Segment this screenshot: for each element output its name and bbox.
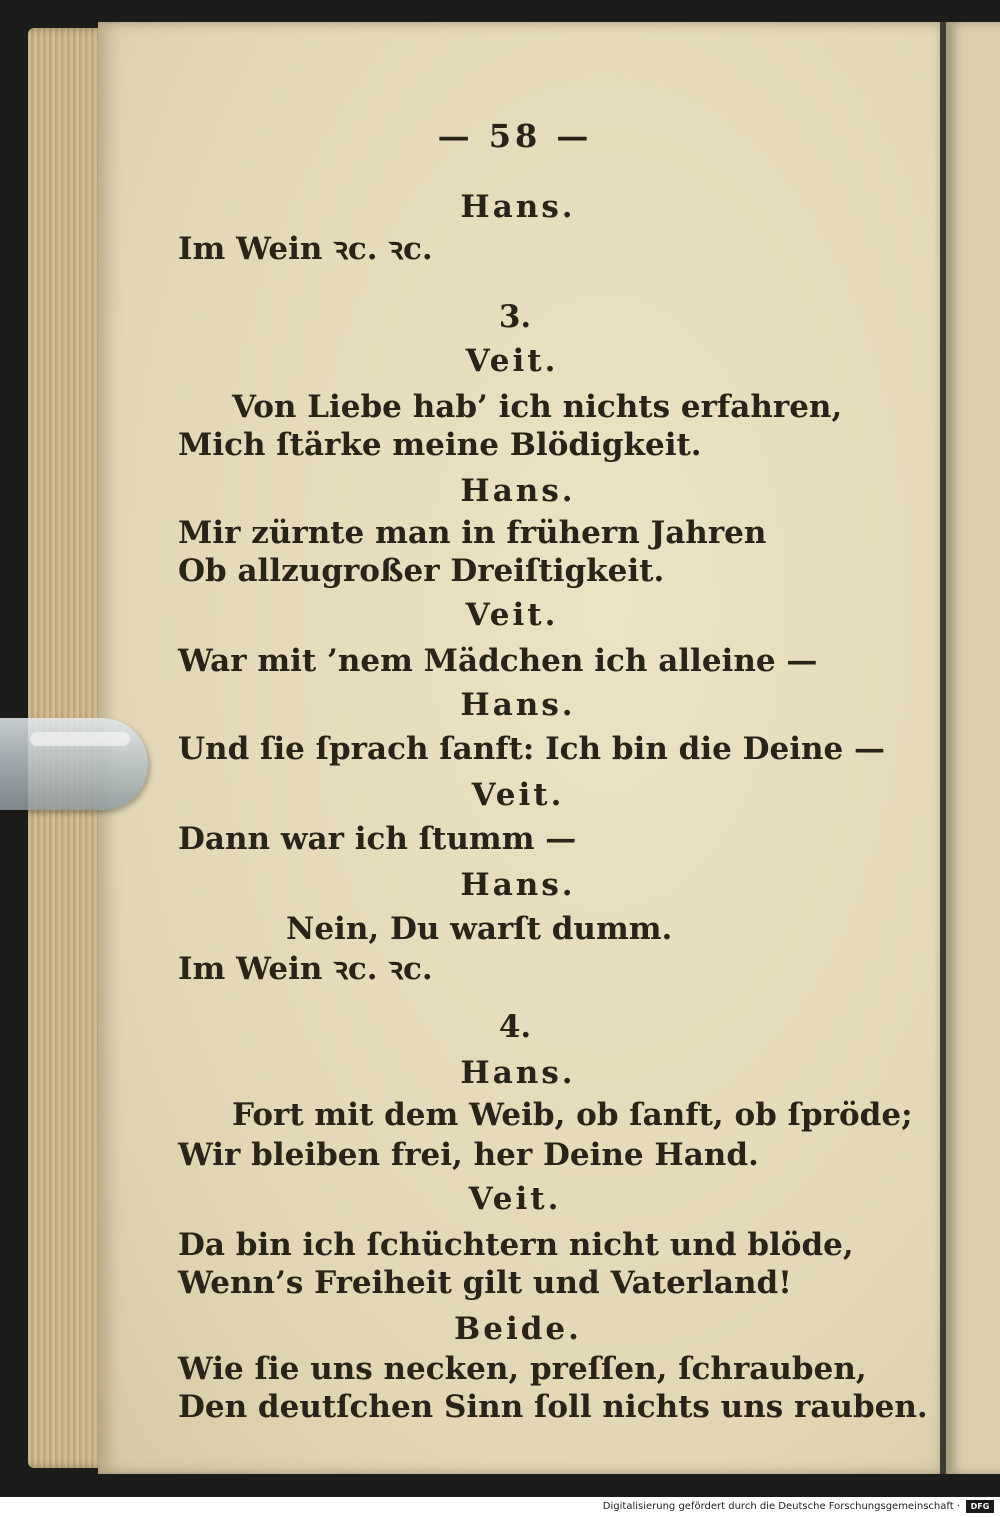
page-number: — 58 — xyxy=(437,117,593,155)
speaker-label: Hans. xyxy=(460,867,576,903)
page-clip-highlight xyxy=(30,732,130,746)
speaker-label: Hans. xyxy=(460,687,576,723)
speaker-label: Hans. xyxy=(460,189,576,225)
speaker-label: Hans. xyxy=(460,473,576,509)
verse-line: Wie ſie uns necken, preſſen, ſchrauben, xyxy=(178,1351,867,1387)
stanza-number: 4. xyxy=(498,1009,532,1045)
verse-line: War mit ’nem Mädchen ich alleine — xyxy=(178,643,818,679)
verse-line: Und ſie ſprach ſanft: Ich bin die Deine — xyxy=(178,731,886,767)
dfg-logo: DFG xyxy=(966,1500,994,1513)
speaker-label: Veit. xyxy=(465,597,559,633)
stanza-number: 3. xyxy=(498,299,532,335)
verse-line: Wenn’s Freiheit gilt und Vaterland! xyxy=(178,1265,792,1301)
verse-line: Von Liebe hab’ ich nichts erfahren, xyxy=(232,389,843,425)
verse-line: Den deutſchen Sinn ſoll nichts uns rauben. xyxy=(178,1389,928,1425)
speaker-label: Veit. xyxy=(468,1181,562,1217)
verse-line: Dann war ich ſtumm — xyxy=(178,821,577,857)
verse-line: Nein, Du warſt dumm. xyxy=(286,911,673,947)
verse-line: Im Wein ꝛc. ꝛc. xyxy=(178,951,433,987)
verse-line: Wir bleiben frei, her Deine Hand. xyxy=(178,1137,759,1173)
verse-line: Im Wein ꝛc. ꝛc. xyxy=(178,231,433,267)
speaker-label: Hans. xyxy=(460,1055,576,1091)
verse-line: Fort mit dem Weib, ob ſanft, ob ſpröde; xyxy=(232,1097,913,1133)
speaker-label: Veit. xyxy=(471,777,565,813)
adjacent-page xyxy=(946,22,1000,1474)
footer-bar xyxy=(0,1497,1000,1517)
verse-line: Mich ſtärke meine Blödigkeit. xyxy=(178,427,702,463)
verse-line: Da bin ich ſchüchtern nicht und blöde, xyxy=(178,1227,854,1263)
speaker-label: Beide. xyxy=(454,1311,582,1347)
verse-line: Ob allzugroßer Dreiſtigkeit. xyxy=(178,553,665,589)
speaker-label: Veit. xyxy=(465,343,559,379)
funding-credit: Digitalisierung gefördert durch die Deutsche Forschungsgemeinschaft · xyxy=(602,1501,960,1512)
verse-line: Mir zürnte man in frühern Jahren xyxy=(178,515,767,551)
